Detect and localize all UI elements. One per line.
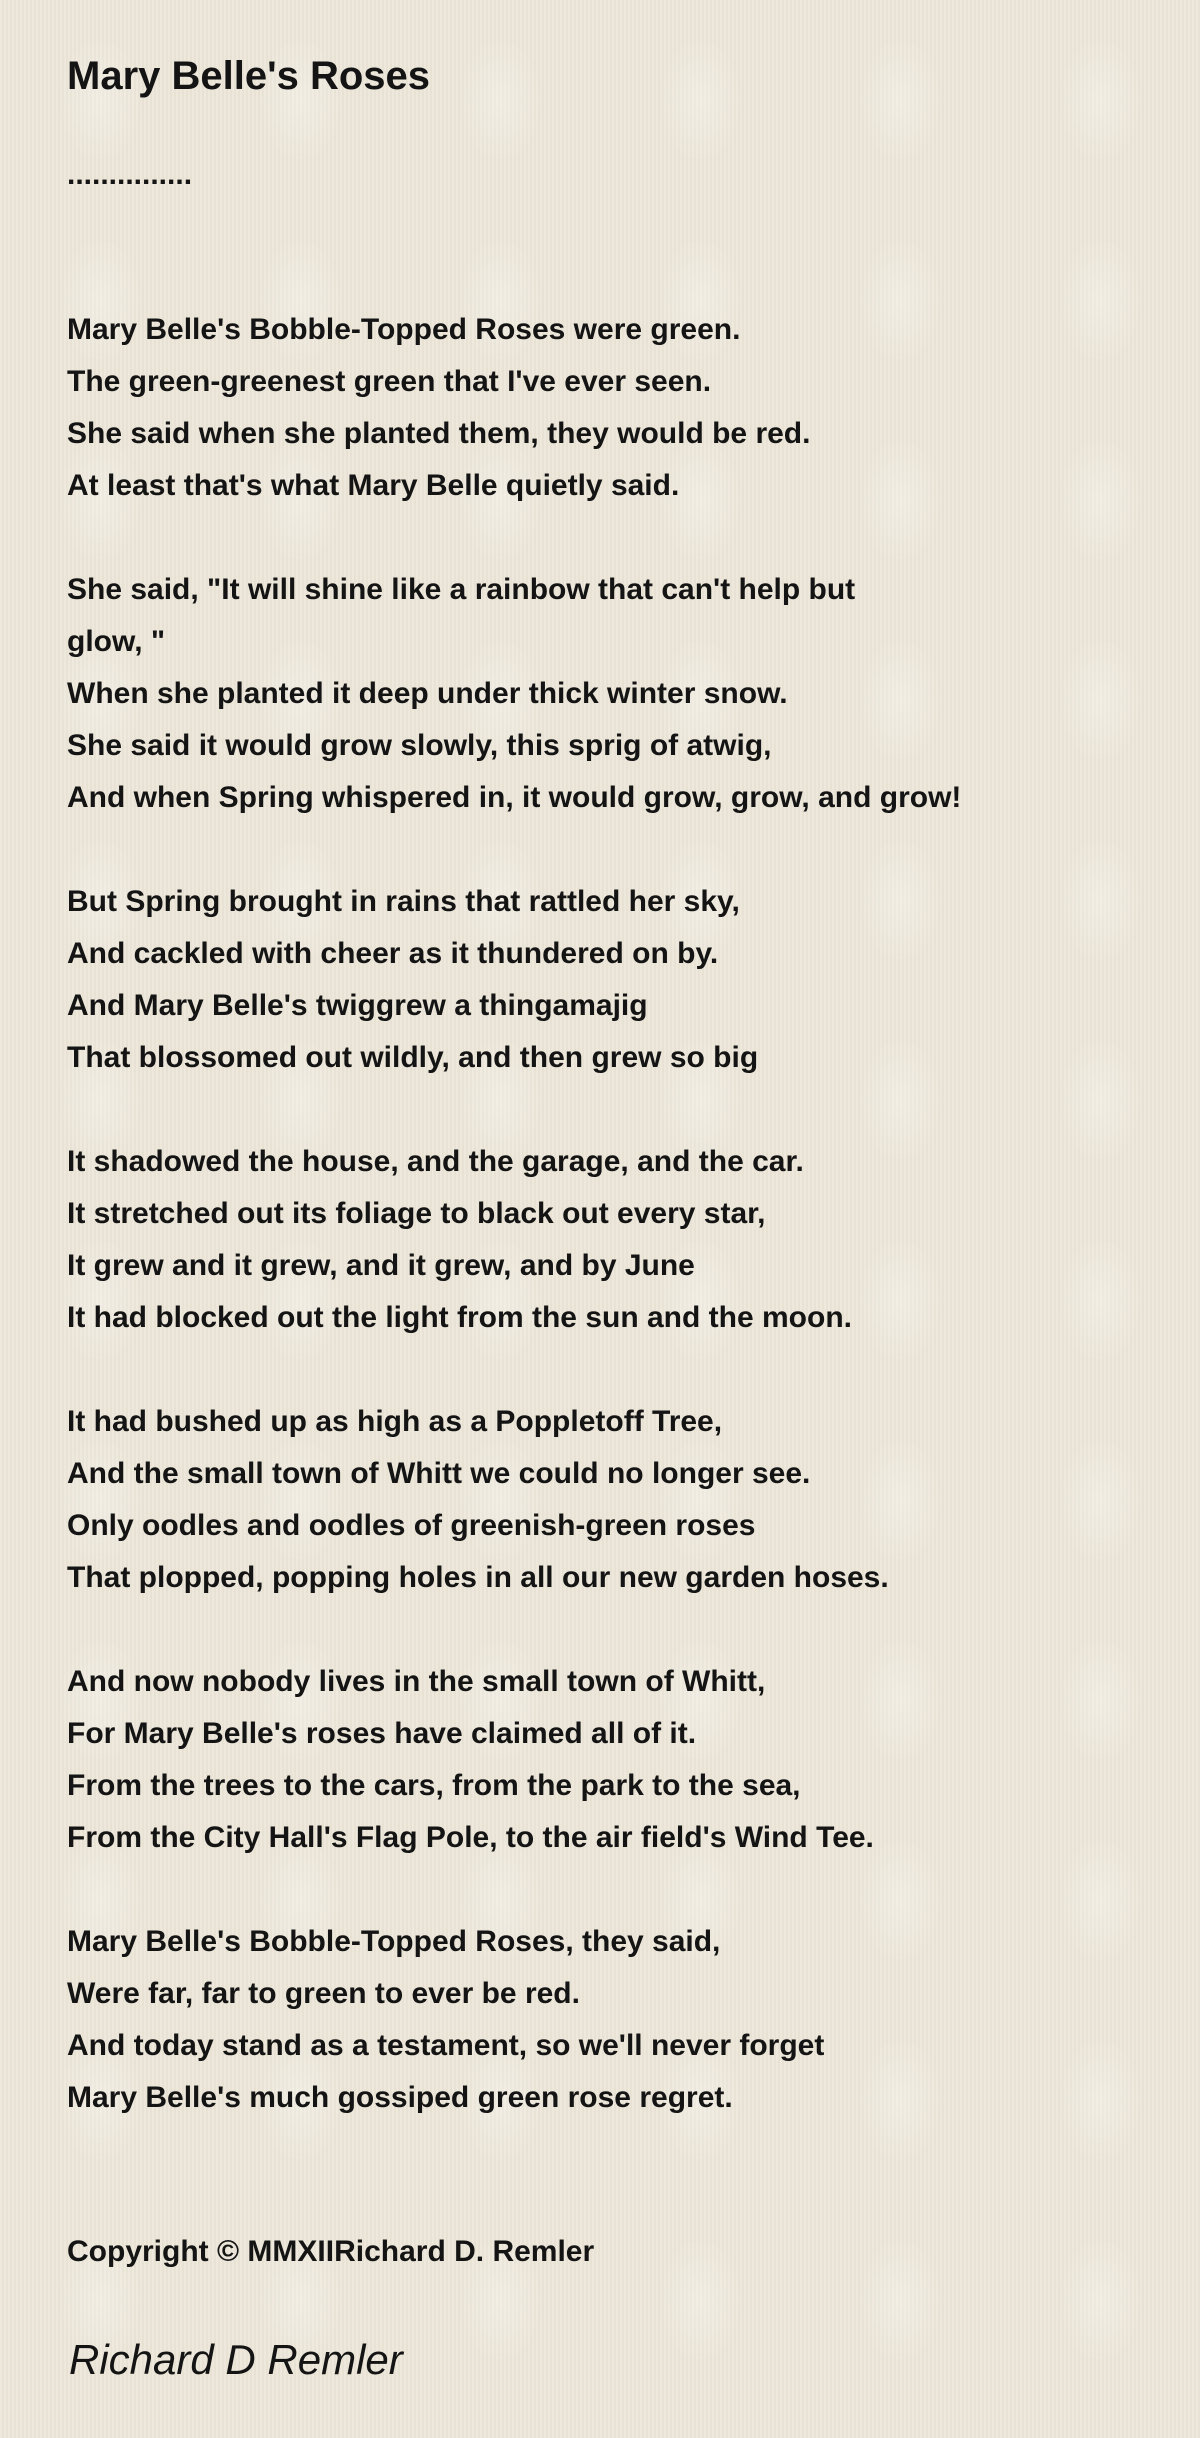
poem-line: It shadowed the house, and the garage, and the car. [67,1145,804,1178]
poem-line: Were far, far to green to ever be red. [67,1977,580,2010]
copyright-notice: Copyright © MMXIIRichard D. Remler [67,2235,595,2268]
poem-line: She said it would grow slowly, this sprig of atwig, [67,729,772,762]
stanza-7 [67,1916,961,2124]
poem-line: And cackled with cheer as it thundered on by. [67,937,719,970]
separator-dots: ............... [67,158,193,191]
poem-line: That blossomed out wildly, and then grew so big [67,1041,759,1074]
poem-line: And when Spring whispered in, it would grow, grow, and grow! [67,781,962,814]
poem-line: It had bushed up as high as a Poppletoff Tree, [67,1405,723,1438]
poem-line: She said when she planted them, they would be red. [67,417,811,450]
poem-line: glow, " [67,625,166,658]
poem-line: When she planted it deep under thick winter snow. [67,677,788,710]
poem-line: Mary Belle's Bobble-Topped Roses, they said, [67,1925,721,1958]
stanza-4 [67,1136,961,1344]
poem-line: The green-greenest green that I've ever seen. [67,365,712,398]
poem-body [67,304,961,2176]
poem-title: Mary Belle's Roses [67,54,431,98]
poem-line: And now nobody lives in the small town of Whitt, [67,1665,766,1698]
poem-line: At least that's what Mary Belle quietly said. [67,469,680,502]
poem-line: But Spring brought in rains that rattled her sky, [67,885,740,918]
poem-line: And Mary Belle's twiggrew a thingamajig [67,989,648,1022]
poem-line: That plopped, popping holes in all our new garden hoses. [67,1561,889,1594]
stanza-3 [67,876,961,1084]
stanza-1 [67,304,961,512]
stanza-2 [67,564,961,824]
poem-line: It grew and it grew, and it grew, and by June [67,1249,695,1282]
poem-line: For Mary Belle's roses have claimed all of it. [67,1717,697,1750]
poem-line: Mary Belle's much gossiped green rose regret. [67,2081,733,2114]
poem-line: Only oodles and oodles of greenish-green roses [67,1509,756,1542]
poem-line: From the City Hall's Flag Pole, to the air field's Wind Tee. [67,1821,874,1854]
poem-line: She said, "It will shine like a rainbow that can't help but [67,573,856,606]
poem-line: It had blocked out the light from the sun and the moon. [67,1301,852,1334]
poem-line: Mary Belle's Bobble-Topped Roses were green. [67,313,741,346]
poem-line: It stretched out its foliage to black out every star, [67,1197,766,1230]
poem-line: And the small town of Whitt we could no longer see. [67,1457,811,1490]
poem-line: From the trees to the cars, from the park to the sea, [67,1769,801,1802]
poem-line: And today stand as a testament, so we'll never forget [67,2029,825,2062]
author-signature: Richard D Remler [69,2336,403,2383]
stanza-6 [67,1656,961,1864]
stanza-5 [67,1396,961,1604]
